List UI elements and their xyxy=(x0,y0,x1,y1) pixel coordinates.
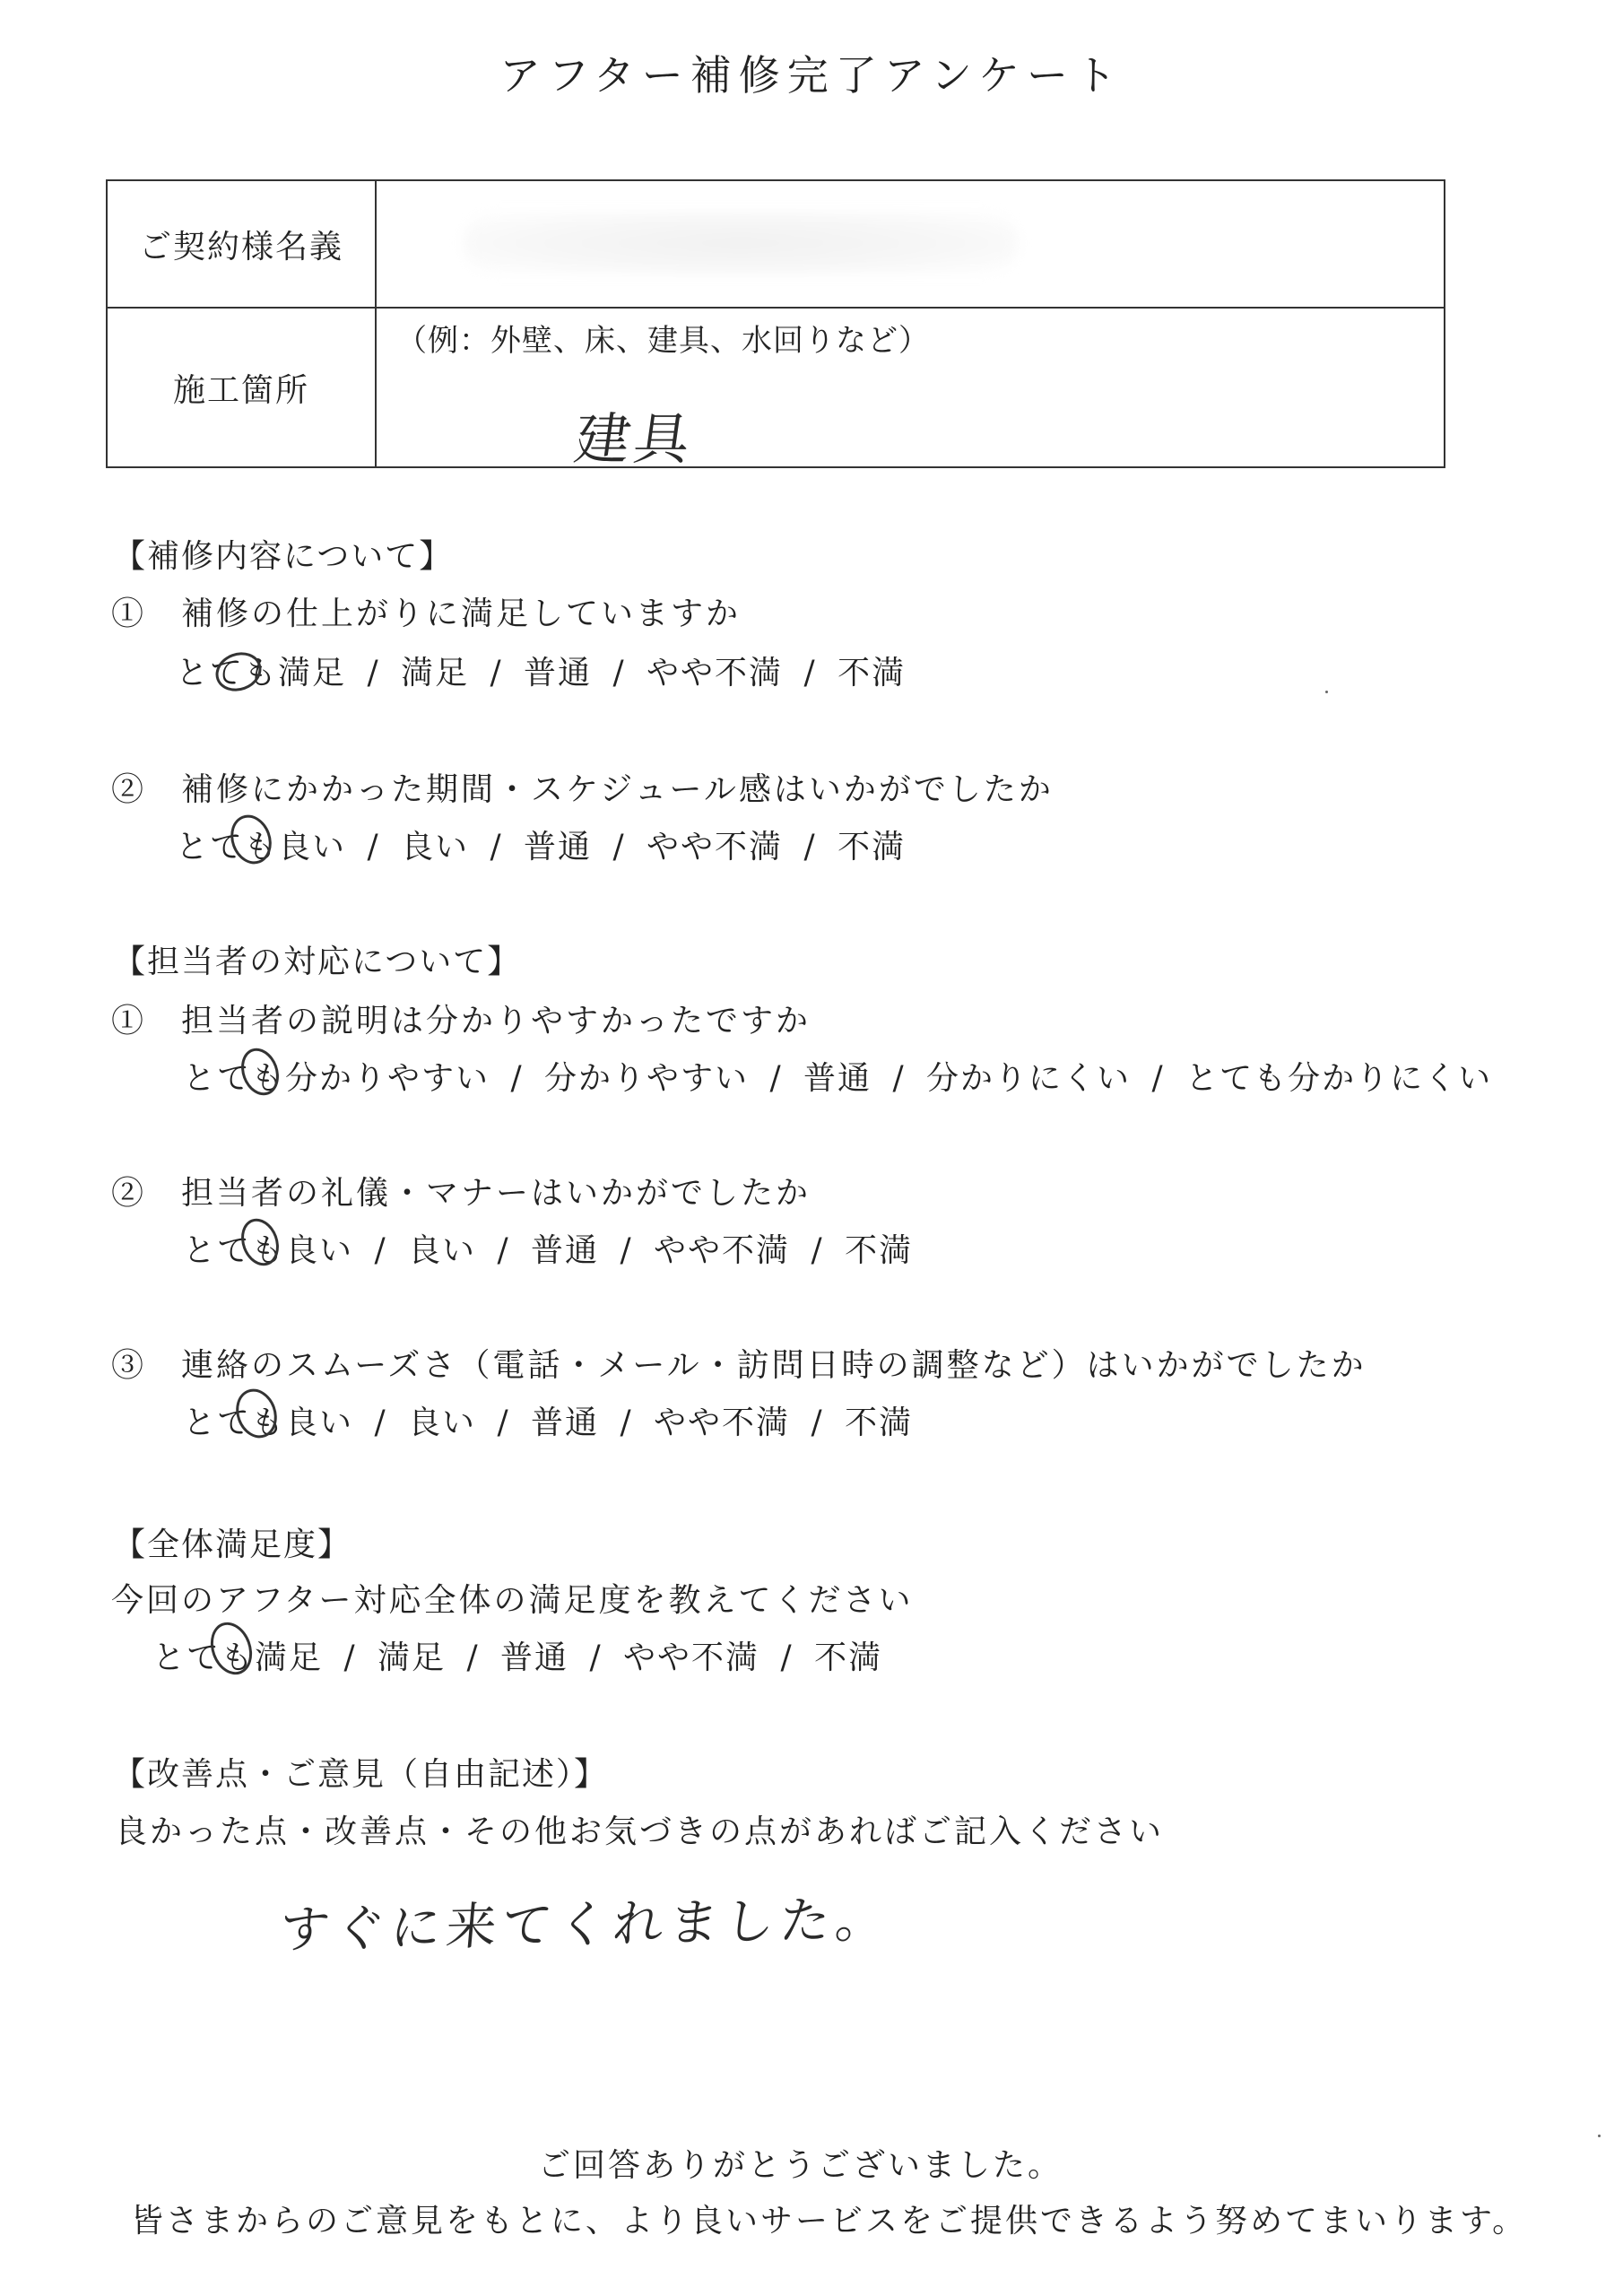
closing-thanks: ご回答ありがとうございました。 xyxy=(538,2147,1063,2184)
staff-question-1-options: とても分かりやすい / 分かりやすい / 普通 / 分かりにくい / とても分かりにくい xyxy=(183,1060,1493,1097)
work-location-label: 施工箇所 xyxy=(108,309,377,466)
staff-question-2: ② 担当者の礼儀・マナーはいかがでしたか xyxy=(111,1175,812,1212)
work-location-value xyxy=(377,309,1444,472)
closing-message: 皆さまからのご意見をもとに、より良いサービスをご提供できるよう努めてまいります。 xyxy=(131,2203,1528,2239)
repair-question-1: ① 補修の仕上がりに満足していますか xyxy=(111,596,742,632)
contract-name-row xyxy=(108,181,1444,309)
scan-speck xyxy=(1598,2135,1601,2137)
staff-question-3-options: とても良い / 良い / 普通 / やや不満 / 不満 xyxy=(183,1405,914,1441)
overall-question: 今回のアフター対応全体の満足度を教えてください xyxy=(111,1582,914,1619)
work-location-row xyxy=(108,309,1444,472)
staff-question-3: ③ 連絡のスムーズさ（電話・メール・訪問日時の調整など）はいかがでしたか xyxy=(111,1347,1367,1384)
staff-question-2-options: とても良い / 良い / 普通 / やや不満 / 不満 xyxy=(183,1232,914,1269)
handwritten-location-answer: 建具 xyxy=(570,406,699,472)
handwritten-feedback-answer: すぐに来てくれました。 xyxy=(276,1891,894,1961)
repair-question-1-options: とても満足 / 満足 / 普通 / やや不満 / 不満 xyxy=(176,655,907,691)
location-example-text: （例：外壁、床、建具、水回りなど） xyxy=(396,323,930,359)
repair-question-2-options: とても良い / 良い / 普通 / やや不満 / 不満 xyxy=(176,829,907,865)
redacted-name-area xyxy=(463,212,1019,274)
contract-name-value xyxy=(377,181,1444,307)
overall-options: とても満足 / 満足 / 普通 / やや不満 / 不満 xyxy=(152,1639,883,1676)
contract-name-label: ご契約様名義 xyxy=(108,181,377,307)
repair-question-2: ② 補修にかかった期間・スケジュール感はいかがでしたか xyxy=(111,771,1054,808)
overall-section-heading: 【全体満足度】 xyxy=(113,1526,352,1563)
staff-section-heading: 【担当者の対応について】 xyxy=(113,944,522,980)
survey-title: アフター補修完了アンケート xyxy=(499,51,1124,100)
feedback-prompt: 良かった点・改善点・その他お気づきの点があればご記入ください xyxy=(115,1813,1165,1850)
customer-info-table xyxy=(106,179,1445,472)
scan-speck xyxy=(1325,691,1328,693)
staff-question-1: ① 担当者の説明は分かりやすかったですか xyxy=(111,1003,812,1039)
feedback-section-heading: 【改善点・ご意見（自由記述）】 xyxy=(113,1756,609,1793)
repair-section-heading: 【補修内容について】 xyxy=(113,538,454,575)
